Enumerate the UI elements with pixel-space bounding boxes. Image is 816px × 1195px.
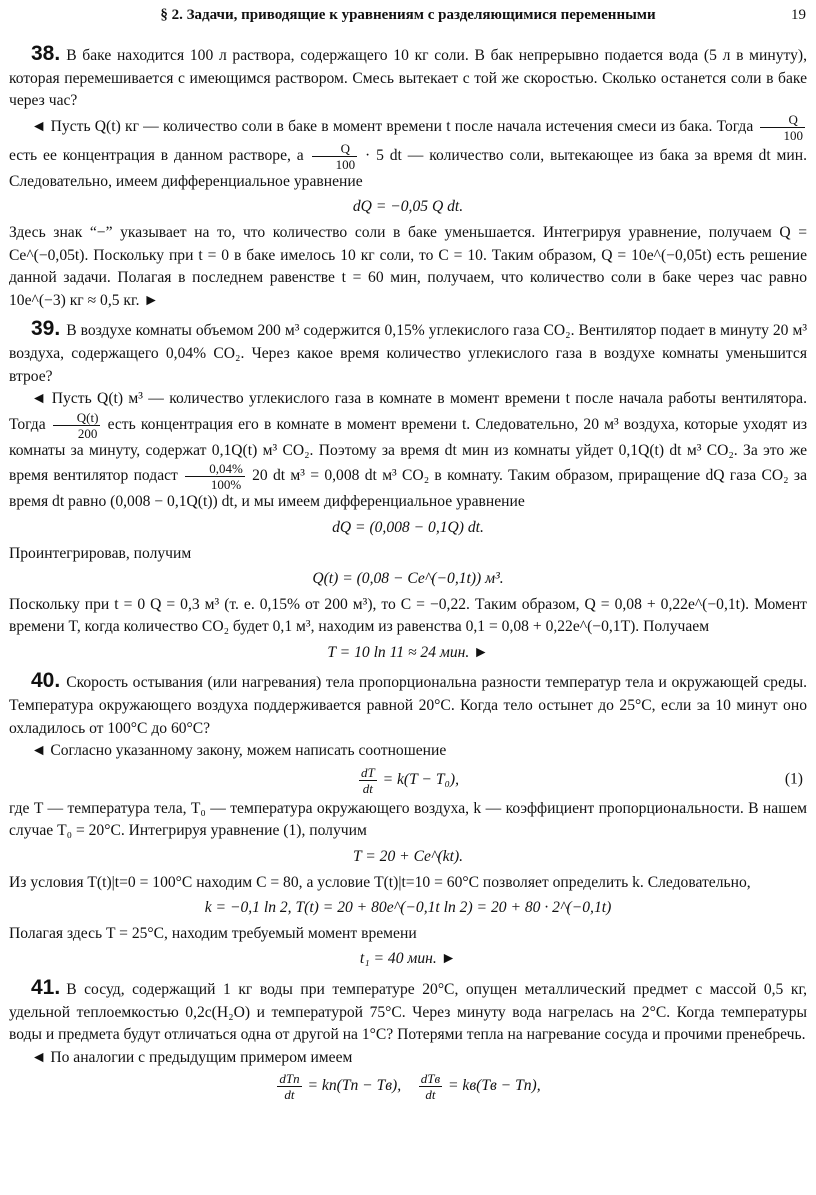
fraction: $\frac{Q(t)}{200}$ — [53, 411, 101, 440]
equation-number: (1) — [784, 771, 803, 789]
problem-41-text: ◄ По аналогии с предыдущим примером имеем — [31, 1048, 353, 1066]
equation: t₁ = 40 мин. ► — [359, 950, 457, 968]
fraction: $\frac{Q}{100}$ — [760, 113, 806, 142]
equation: T = 10 ln 11 ≈ 24 мин. ► — [327, 643, 489, 661]
problem-38-solution-start: ◄ Пусть Q(t) кг — количество соли в баке в момент времени t после начала истечения смеси из бака. Тогда $\frac{Q}{100}$ есть ее концентрация в данном растворе, а $\frac{Q}{100}$ · 5 dt — количество соли, вытекающее из бака за время dt мин. Следовательно, имеем дифференциальное уравнение — [9, 111, 807, 190]
problem-39-text: Поскольку при t = 0 Q = 0,3 м³ (т. е. 0,15% от 200 м³), то C = −0,22. Таким образом, Q = 0,08 + 0,22e^(−0,1t). Момент времени T, когда количество CO₂ будет 0,1 м³, находим из равенства 0,1 = 0,08 + 0,22e^(−0,1T). Получаем — [9, 595, 807, 636]
problem-41 — [9, 977, 807, 1101]
section-title: § 2. Задачи, приводящие к уравнениям с разделяющимися переменными — [160, 7, 656, 23]
problem-38-statement: 38. В баке находится 100 л раствора, содержащего 10 кг соли. В бак непрерывно подается вода (5 л в минуту), которая перемешивается с имеющимся раствором. Смесь вытекает с той же скоростью. Сколько останется соли в баке через час? — [9, 42, 807, 110]
equation: dQ = −0,05 Q dt. — [352, 198, 464, 216]
problem-40 — [9, 670, 807, 971]
problem-40-text: ◄ Согласно указанному закону, можем написать соотношение — [31, 742, 447, 760]
problem-39-solution-start: ◄ Пусть Q(t) м³ — количество углекислого газа в комнате в момент времени t после начала работы вентилятора. Тогда $\frac{Q(t)}{200}$ есть концентрация его в комнате в момент времени t. Следовательно, 20 м³ воздуха, которые уходят из комнаты за минуту, содержат 0,1Q(t) м³ CO₂. Поэтому за время dt мин из комнаты уйдет 0,1Q(t) dt м³ CO₂. За это же время вентилятор подаст $\frac{0,04\%}{100\%}$ 20 dt м³ = 0,008 dt м³ CO₂ в комнату. Таким образом, приращение dQ газа CO₂ за время dt равно (0,008 − 0,1Q(t)) dt, и мы имеем дифференциальное уравнение — [9, 390, 808, 511]
problem-number: 39. — [31, 317, 61, 341]
fraction: $\frac{\text{dTп}}{dt}$ — [279, 1071, 300, 1103]
problem-number: 40. — [31, 669, 61, 693]
problem-40-text: Из условия T(t)|t=0 = 100°C находим C = 80, а условие T(t)|t=10 = 60°C позволяет определить k. Следовательно, — [9, 873, 751, 891]
running-header — [0, 4, 816, 26]
page-body — [9, 37, 807, 1104]
fraction: $\frac{\text{dTв}}{dt}$ — [420, 1071, 441, 1103]
problem-39-text: Проинтегрировав, получим — [9, 544, 192, 562]
problem-40-text: Полагая здесь T = 25°C, находим требуемый момент времени — [9, 924, 417, 942]
problem-number: 38. — [31, 42, 61, 65]
equation: Q(t) = (0,08 − Ce^(−0,1t)) м³. — [312, 570, 504, 588]
fraction: $\frac{Q}{100}$ — [312, 142, 358, 171]
equation: $\frac{dT}{dt}$ = k(T − T₀), (1) — [360, 764, 803, 796]
problem-40-text: где T — температура тела, T₀ — температура окружающего воздуха, k — коэффициент пропорциональности. В нашем случае T₀ = 20°C. Интегрируя уравнение (1), получим — [9, 799, 807, 840]
problem-38-solution-end: Здесь знак “−” указывает на то, что количество соли в баке уменьшается. Интегрируя уравнение, получаем Q = Ce^(−0,05t). Поскольку при t = 0 в баке имелось 10 кг соли, то C = 10. Таким образом, Q = 10e^(−0,05t) есть решение данной задачи. Полагая в последнем равенстве t = 60 мин, получаем, что количество соли в баке через час равно 10e^(−3) кг ≈ 0,5 кг. ► — [9, 223, 807, 309]
fraction: $\frac{0,04\%}{100\%}$ — [185, 462, 245, 491]
problem-41-statement: 41. В сосуд, содержащий 1 кг воды при температуре 20°C, опущен металлический предмет с массой 0,5 кг, удельной теплоемкостью 0,2c(H₂O) и температурой 75°C. Через минуту вода нагрелась на 2°C. Когда температуры воды и предмета будут отличаться одна от другой на 1°C? Потерями тепла на нагревание сосуда и прочими пренебречь. — [9, 976, 807, 1044]
equation: k = −0,1 ln 2, T(t) = 20 + 80e^(−0,1t ln 2) = 20 + 80 · 2^(−0,1t) — [204, 899, 612, 917]
equation: $\frac{\text{dTп}}{dt}$ = kп(Tп − Tв), $\frac{\text{dTв}}{dt}$ = kв(Tв − Tп), — [279, 1071, 541, 1103]
page-number: 19 — [791, 7, 806, 23]
problem-39 — [9, 318, 807, 664]
problem-number: 41. — [31, 976, 61, 999]
problem-38 — [9, 43, 807, 312]
problem-40-statement: 40. Скорость остывания (или нагревания) тела пропорциональна разности температур тела и окружающей среды. Температура окружающего воздуха поддерживается равной 20°C. Когда тело остынет до 25°C, если за 10 минут оно охладилось от 100°C до 60°C? — [9, 669, 807, 737]
equation: T = 20 + Ce^(kt). — [352, 848, 464, 866]
problem-39-statement: 39. В воздухе комнаты объемом 200 м³ содержится 0,15% углекислого газа CO₂. Вентилятор подает в минуту 20 м³ воздуха, содержащего 0,04% CO₂. Через какое время количество углекислого газа в воздухе комнаты уменьшится втрое? — [9, 317, 807, 385]
fraction: $\frac{dT}{dt}$ — [360, 764, 375, 796]
equation: dQ = (0,008 − 0,1Q) dt. — [332, 518, 484, 536]
